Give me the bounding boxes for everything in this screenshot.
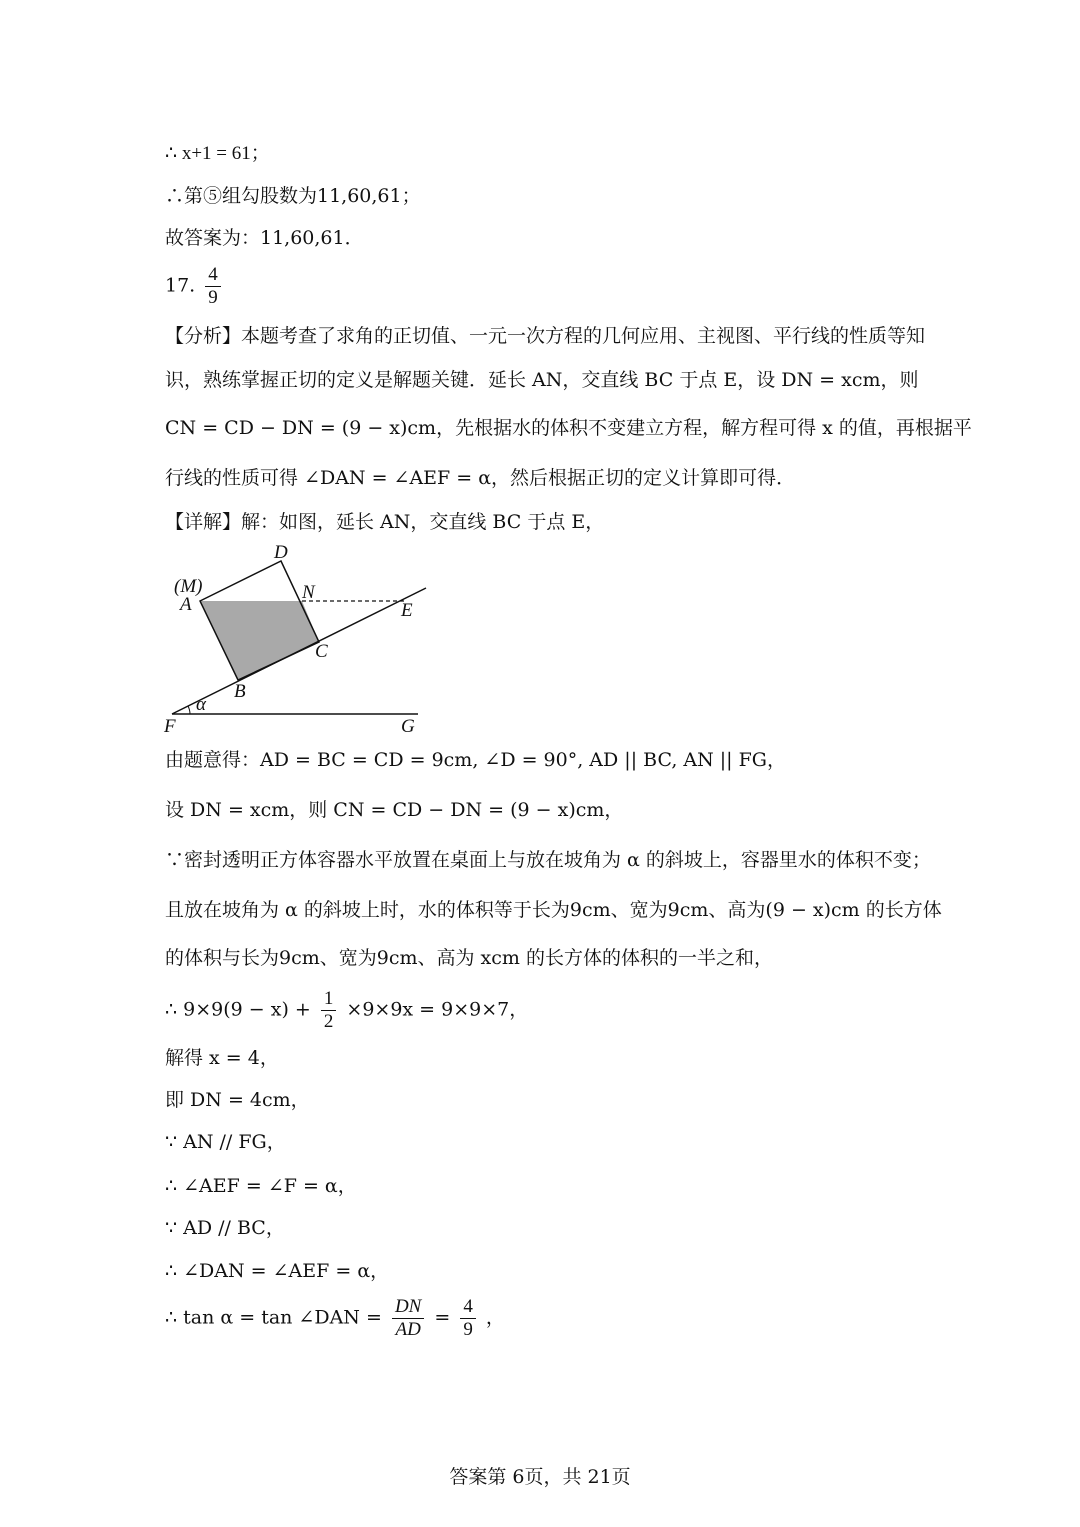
analysis-line-2: 识，熟练掌握正切的定义是解题关键．延长 AN，交直线 BC 于点 E，设 DN = xcm，则 bbox=[165, 369, 919, 391]
detail-line-1: 【详解】解：如图，延长 AN，交直线 BC 于点 E， bbox=[165, 511, 605, 533]
label-alpha: α bbox=[196, 694, 206, 715]
label-n: N bbox=[302, 582, 315, 603]
tan-frac2-numerator: 4 bbox=[460, 1296, 476, 1319]
question-number: 17. bbox=[165, 274, 196, 297]
equation-right: ×9×9x = 9×9×7， bbox=[346, 998, 529, 1021]
line-x-plus-1: ∴ x+1 = 61； bbox=[165, 143, 270, 164]
reason-line-3: 的体积与长为9cm、宽为9cm、高为 xcm 的长方体的体积的一半之和， bbox=[165, 947, 773, 969]
analysis-line-1: 【分析】本题考查了求角的正切值、一元一次方程的几何应用、主视图、平行线的性质等知 bbox=[165, 325, 926, 347]
label-b: B bbox=[234, 681, 246, 702]
equation-left: ∴ 9×9(9 − x) + bbox=[165, 998, 311, 1021]
reason-line-1: ∵密封透明正方体容器水平放置在桌面上与放在坡角为 α 的斜坡上，容器里水的体积不变； bbox=[165, 849, 931, 871]
equation-line bbox=[165, 988, 925, 1033]
half-denominator: 2 bbox=[323, 1011, 334, 1032]
solve-line: 解得 x = 4， bbox=[165, 1047, 279, 1069]
label-d: D bbox=[274, 542, 288, 563]
label-g: G bbox=[401, 716, 415, 737]
reason-line-2: 且放在坡角为 α 的斜坡上时，水的体积等于长为9cm、宽为9cm、高为(9 − x)cm 的长方体 bbox=[165, 899, 942, 921]
line-group-5: ∴第⑤组勾股数为11,60,61； bbox=[165, 185, 421, 207]
half-fraction bbox=[321, 988, 337, 1033]
tan-line bbox=[165, 1296, 925, 1341]
label-a: A bbox=[180, 594, 192, 615]
tan-frac1-numerator: DN bbox=[392, 1296, 424, 1319]
therefore-aef: ∴ ∠AEF = ∠F = α， bbox=[165, 1175, 357, 1197]
geometry-figure bbox=[160, 540, 440, 740]
tan-equals: = bbox=[434, 1306, 451, 1329]
analysis-line-4: 行线的性质可得 ∠DAN = ∠AEF = α，然后根据正切的定义计算即可得． bbox=[165, 467, 796, 489]
tan-fraction-2 bbox=[460, 1296, 476, 1341]
tan-fraction-1 bbox=[392, 1296, 424, 1341]
water-region bbox=[200, 601, 319, 680]
since-an-fg: ∵ AN // FG， bbox=[165, 1131, 286, 1153]
alpha-arc bbox=[188, 706, 190, 714]
since-ad-bc: ∵ AD // BC， bbox=[165, 1217, 285, 1239]
therefore-dan: ∴ ∠DAN = ∠AEF = α， bbox=[165, 1260, 390, 1282]
dn-line: 即 DN = 4cm， bbox=[165, 1089, 310, 1111]
half-numerator: 1 bbox=[321, 988, 337, 1011]
line-answer-16: 故答案为：11,60,61． bbox=[165, 227, 364, 249]
let-line: 设 DN = xcm，则 CN = CD − DN = (9 − x)cm， bbox=[165, 799, 624, 821]
page-footer: 答案第 6页，共 21页 bbox=[449, 1466, 631, 1488]
label-f: F bbox=[164, 716, 176, 737]
label-c: C bbox=[315, 641, 328, 662]
label-m: (M) bbox=[174, 576, 203, 597]
fraction-denominator: 9 bbox=[208, 287, 218, 308]
tan-frac2-denominator: 9 bbox=[463, 1319, 473, 1340]
tan-frac1-denominator: AD bbox=[395, 1319, 421, 1340]
given-line: 由题意得：AD = BC = CD = 9cm, ∠D = 90°, AD || BC, AN || FG， bbox=[165, 749, 786, 771]
tan-end: ， bbox=[485, 1306, 505, 1329]
answer-fraction bbox=[205, 264, 221, 309]
question-17-answer bbox=[165, 264, 925, 309]
fraction-numerator: 4 bbox=[205, 264, 221, 287]
label-e: E bbox=[401, 600, 413, 621]
analysis-line-3: CN = CD − DN = (9 − x)cm，先根据水的体积不变建立方程，解方程可得 x 的值，再根据平 bbox=[165, 417, 972, 439]
tan-left: ∴ tan α = tan ∠DAN = bbox=[165, 1306, 382, 1329]
